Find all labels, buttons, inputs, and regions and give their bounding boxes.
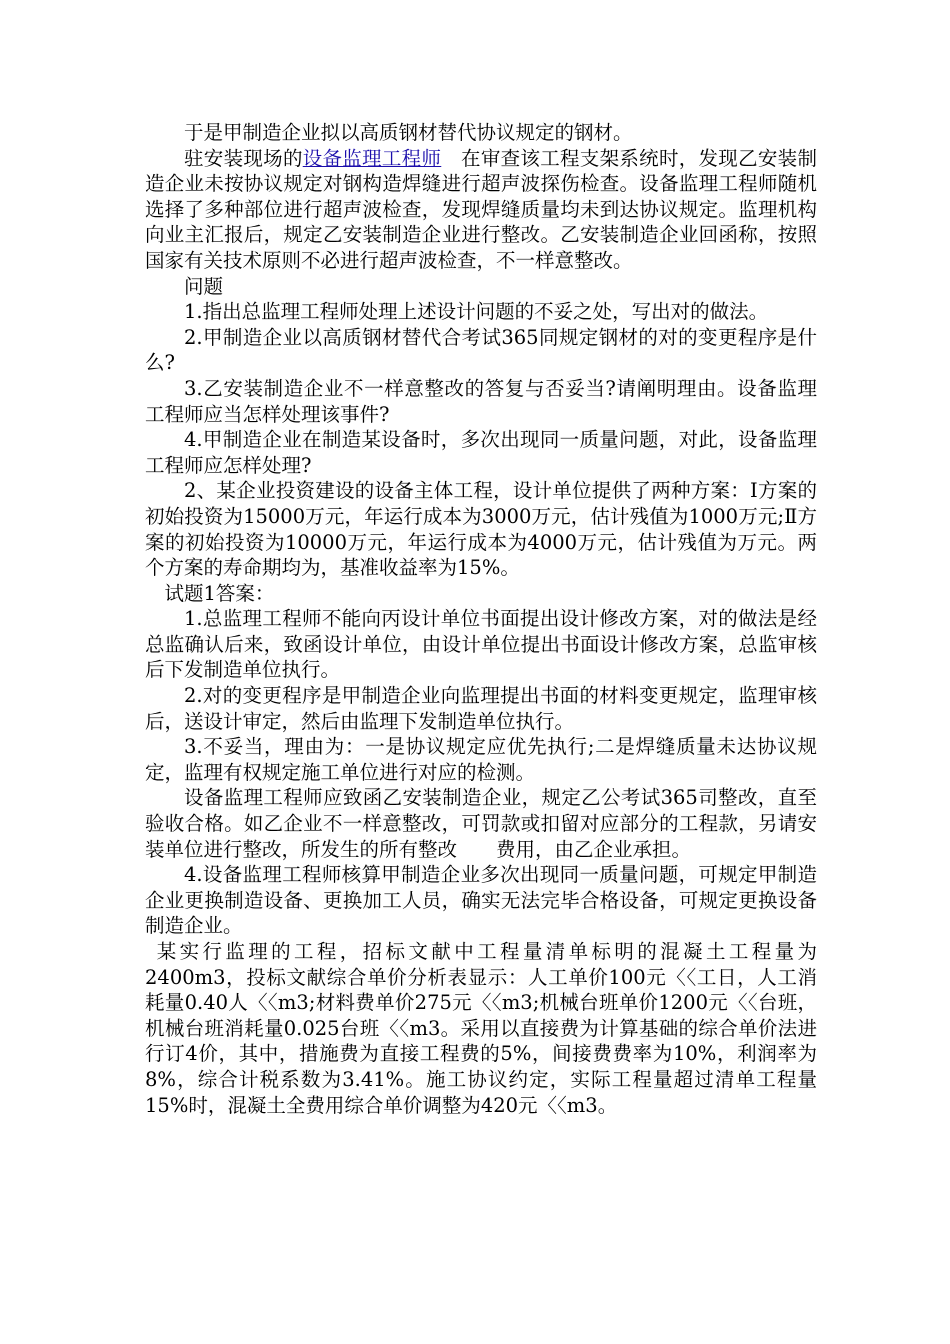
heading-answers: 试题1答案： (164, 581, 275, 605)
answer-2: 2.对的变更程序是甲制造企业向监理提出书面的材料变更规定，监理审核后，送设计审定，然后由监理下发制造单位执行。 (145, 684, 817, 733)
question-1: 1.指出总监理工程师处理上述设计问题的不妥之处，写出对的做法。 (184, 300, 769, 324)
document-page (145, 120, 817, 1118)
question-4: 4.甲制造企业在制造某设备时，多次出现同一质量问题，对此，设备监理工程师应怎样处理? (145, 428, 817, 477)
answer-1: 1.总监理工程师不能向丙设计单位书面提出设计修改方案，对的做法是经总监确认后来，致函设计单位，由设计单位提出书面设计修改方案，总监审核后下发制造单位执行。 (145, 607, 817, 682)
paragraph-text: 驻安装现场的 (184, 146, 303, 170)
paragraph-text: 在审查该工程支架系统时，发现乙安装制造企业未按协议规定对钢构造焊缝进行超声波探伤检查。设备监理工程师随机选择了多种部位进行超声波检查，发现焊缝质量均未到达协议规定。监理机构向业主汇报后，规定乙安装制造企业进行整改。乙安装制造企业回函称，按照国家有关技术原则不必进行超声波检查，不一样意整改。 (145, 146, 817, 272)
paragraph-steel-substitution: 于是甲制造企业拟以高质钢材替代协议规定的钢材。 (184, 121, 633, 144)
question-3: 3.乙安装制造企业不一样意整改的答复与否妥当?请阐明理由。设备监理工程师应当怎样处理该事件? (145, 376, 817, 426)
equipment-supervisor-link[interactable]: 设备监理工程师 (302, 146, 442, 170)
answer-4: 4.设备监理工程师核算甲制造企业多次出现同一质量问题，可规定甲制造企业更换制造设备、更换加工人员，确实无法完毕合格设备，可规定更换设备制造企业。 (145, 863, 817, 938)
heading-questions: 问题 (184, 274, 224, 298)
question-2: 2.甲制造企业以高质钢材替代合考试365同规定钢材的对的变更程序是什么? (145, 325, 817, 375)
answer-3-continued: 设备监理工程师应致函乙安装制造企业，规定乙公考试365司整改，直至验收合格。如乙企业不一样意整改，可罚款或扣留对应部分的工程款，另请安装单位进行整改，所发生的所有整改 费用，由乙企业承担。 (145, 786, 817, 861)
answer-3: 3.不妥当，理由为：一是协议规定应优先执行;二是焊缝质量未达协议规定，监理有权规定施工单位进行对应的检测。 (145, 735, 817, 784)
paragraph-ultrasonic-inspection (145, 146, 817, 274)
paragraph-investment-options: 2、某企业投资建设的设备主体工程，设计单位提供了两种方案：I方案的初始投资为15000万元，年运行成本为3000万元，估计残值为1000万元;Ⅱ方案的初始投资为10000万元，年运行成本为4000万元，估计残值为万元。两个方案的寿命期均为，基准收益率为15%。 (145, 479, 817, 580)
paragraph-concrete-pricing: 某实行监理的工程，招标文献中工程量清单标明的混凝土工程量为2400m3，投标文献综合单价分析表显示：人工单价100元〈〈工日，人工消耗量0.40人〈〈m3;材料费单价275元〈〈m3;机械台班单价1200元〈〈台班，机械台班消耗量0.025台班〈〈m3。采用以直接费为计算基础的综合单价法进行订4价，其中，措施费为直接工程费的5%，间接费费率为10%，利润率为8%，综合计税系数为3.41%。施工协议约定，实际工程量超过清单工程量15%时，混凝土全费用综合单价调整为420元〈〈m3。 (145, 940, 817, 1117)
